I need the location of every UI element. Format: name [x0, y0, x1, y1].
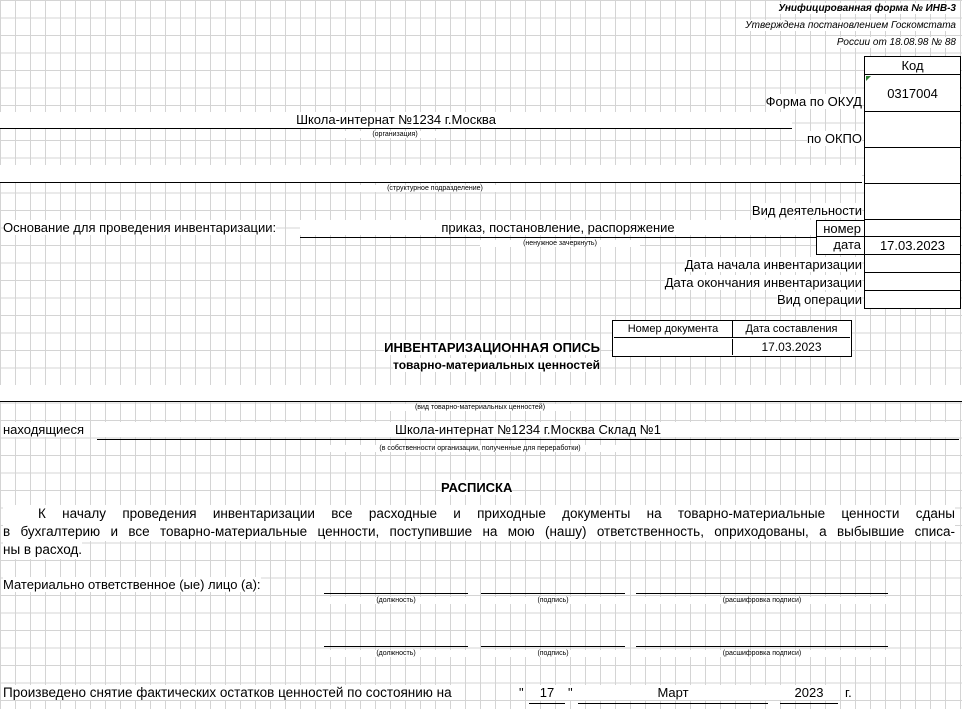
quote-open: "	[519, 685, 524, 700]
receipt-line-2-text: в бухгалтерию и все товарно-материальные ценности, поступившие на мою (нашу) ответственность, оприходованы, а выбывшие списа-	[3, 524, 955, 539]
organization-name[interactable]: Школа-интернат №1234 г.Москва	[0, 112, 792, 128]
date-label: дата	[833, 237, 861, 252]
approved-date: России от 18.08.98 № 88	[836, 37, 956, 48]
structural-unit-line	[0, 182, 862, 183]
signature-line-1	[481, 593, 625, 594]
document-subtitle: товарно-материальных ценностей	[393, 358, 600, 372]
doc-number-header: Номер документа	[614, 321, 733, 338]
okud-value[interactable]: 0317004	[865, 76, 960, 112]
number-label-cell	[816, 220, 864, 237]
number-label: номер	[823, 221, 861, 236]
document-title: ИНВЕНТАРИЗАЦИОННАЯ ОПИСЬ	[384, 340, 600, 355]
location-value[interactable]: Школа-интернат №1234 г.Москва Склад №1	[97, 422, 959, 437]
number-value[interactable]	[865, 220, 960, 237]
date-value[interactable]: 17.03.2023	[865, 237, 960, 255]
operation-label: Вид операции	[776, 292, 862, 307]
removal-month[interactable]: Март	[578, 685, 768, 700]
structural-unit-caption: (структурное подразделение)	[360, 185, 510, 192]
approved-by: Утверждена постановлением Госкомстата	[745, 20, 956, 31]
basis-line	[300, 237, 816, 238]
inv-end-value[interactable]	[865, 273, 960, 291]
doc-number-value[interactable]	[614, 339, 733, 355]
basis-label: Основание для проведения инвентаризации:	[3, 220, 277, 235]
location-line	[97, 439, 959, 440]
located-label: находящиеся	[3, 422, 85, 437]
activity-value[interactable]	[865, 184, 960, 220]
position-caption-2: (должность)	[324, 650, 468, 657]
quote-close: "	[568, 685, 573, 700]
position-line-1	[324, 593, 468, 594]
day-line	[529, 703, 565, 704]
inv-start-value[interactable]	[865, 255, 960, 273]
inv-end-label: Дата окончания инвентаризации	[664, 275, 862, 290]
removal-label-text: Произведено снятие фактических остатков ценностей по состоянию на	[3, 685, 452, 700]
receipt-line-1-text: К началу проведения инвентаризации все расходные и приходные документы на товарно-материальные ценности сданы	[38, 506, 955, 521]
decoding-caption-2: (расшифровка подписи)	[636, 650, 888, 657]
removal-label	[3, 685, 452, 700]
basis-caption: (ненужное зачеркнуть)	[480, 240, 640, 247]
signature-caption-2: (подпись)	[481, 650, 625, 657]
decoding-caption-1: (расшифровка подписи)	[636, 597, 888, 604]
decoding-line-1	[636, 593, 888, 594]
receipt-line-3-text: ны в расход.	[3, 542, 83, 557]
form-title: Унифицированная форма № ИНВ-3	[778, 3, 956, 14]
okpo-label: по ОКПО	[806, 131, 862, 146]
corner-marker-icon	[866, 76, 871, 81]
organization-line	[0, 128, 792, 129]
receipt-title: РАСПИСКА	[441, 480, 513, 495]
valuables-type-caption: (вид товарно-материальных ценностей)	[380, 404, 580, 411]
position-line-2	[324, 646, 468, 647]
okpo-value[interactable]	[865, 112, 960, 148]
location-caption: (в собственности организации, полученные для переработки)	[330, 445, 630, 452]
structural-unit-field[interactable]	[0, 165, 862, 182]
signature-caption-1: (подпись)	[481, 597, 625, 604]
unit-code-value[interactable]	[865, 148, 960, 184]
valuables-type-field[interactable]	[0, 385, 962, 401]
operation-value[interactable]	[865, 291, 960, 308]
responsible-label: Материально ответственное (ые) лицо (а):	[3, 577, 261, 592]
date-label-cell	[816, 237, 864, 255]
basis-value[interactable]: приказ, постановление, распоряжение	[300, 220, 816, 235]
removal-year[interactable]: 2023	[780, 685, 838, 700]
receipt-line-1	[3, 505, 955, 523]
removal-day[interactable]: 17	[529, 685, 565, 700]
organization-caption: (организация)	[340, 131, 450, 138]
doc-date-header: Дата составления	[733, 321, 850, 338]
year-suffix: г.	[845, 685, 852, 700]
okud-label: Форма по ОКУД	[765, 94, 862, 109]
activity-label: Вид деятельности	[751, 203, 862, 218]
year-line	[780, 703, 838, 704]
month-line	[578, 703, 768, 704]
valuables-type-line	[0, 401, 962, 402]
inv-start-label: Дата начала инвентаризации	[684, 257, 862, 272]
receipt-line-3	[3, 541, 82, 559]
position-caption-1: (должность)	[324, 597, 468, 604]
decoding-line-2	[636, 646, 888, 647]
receipt-line-2	[3, 523, 955, 541]
kod-header: Код	[865, 57, 960, 75]
doc-date-value[interactable]: 17.03.2023	[733, 339, 850, 355]
signature-line-2	[481, 646, 625, 647]
